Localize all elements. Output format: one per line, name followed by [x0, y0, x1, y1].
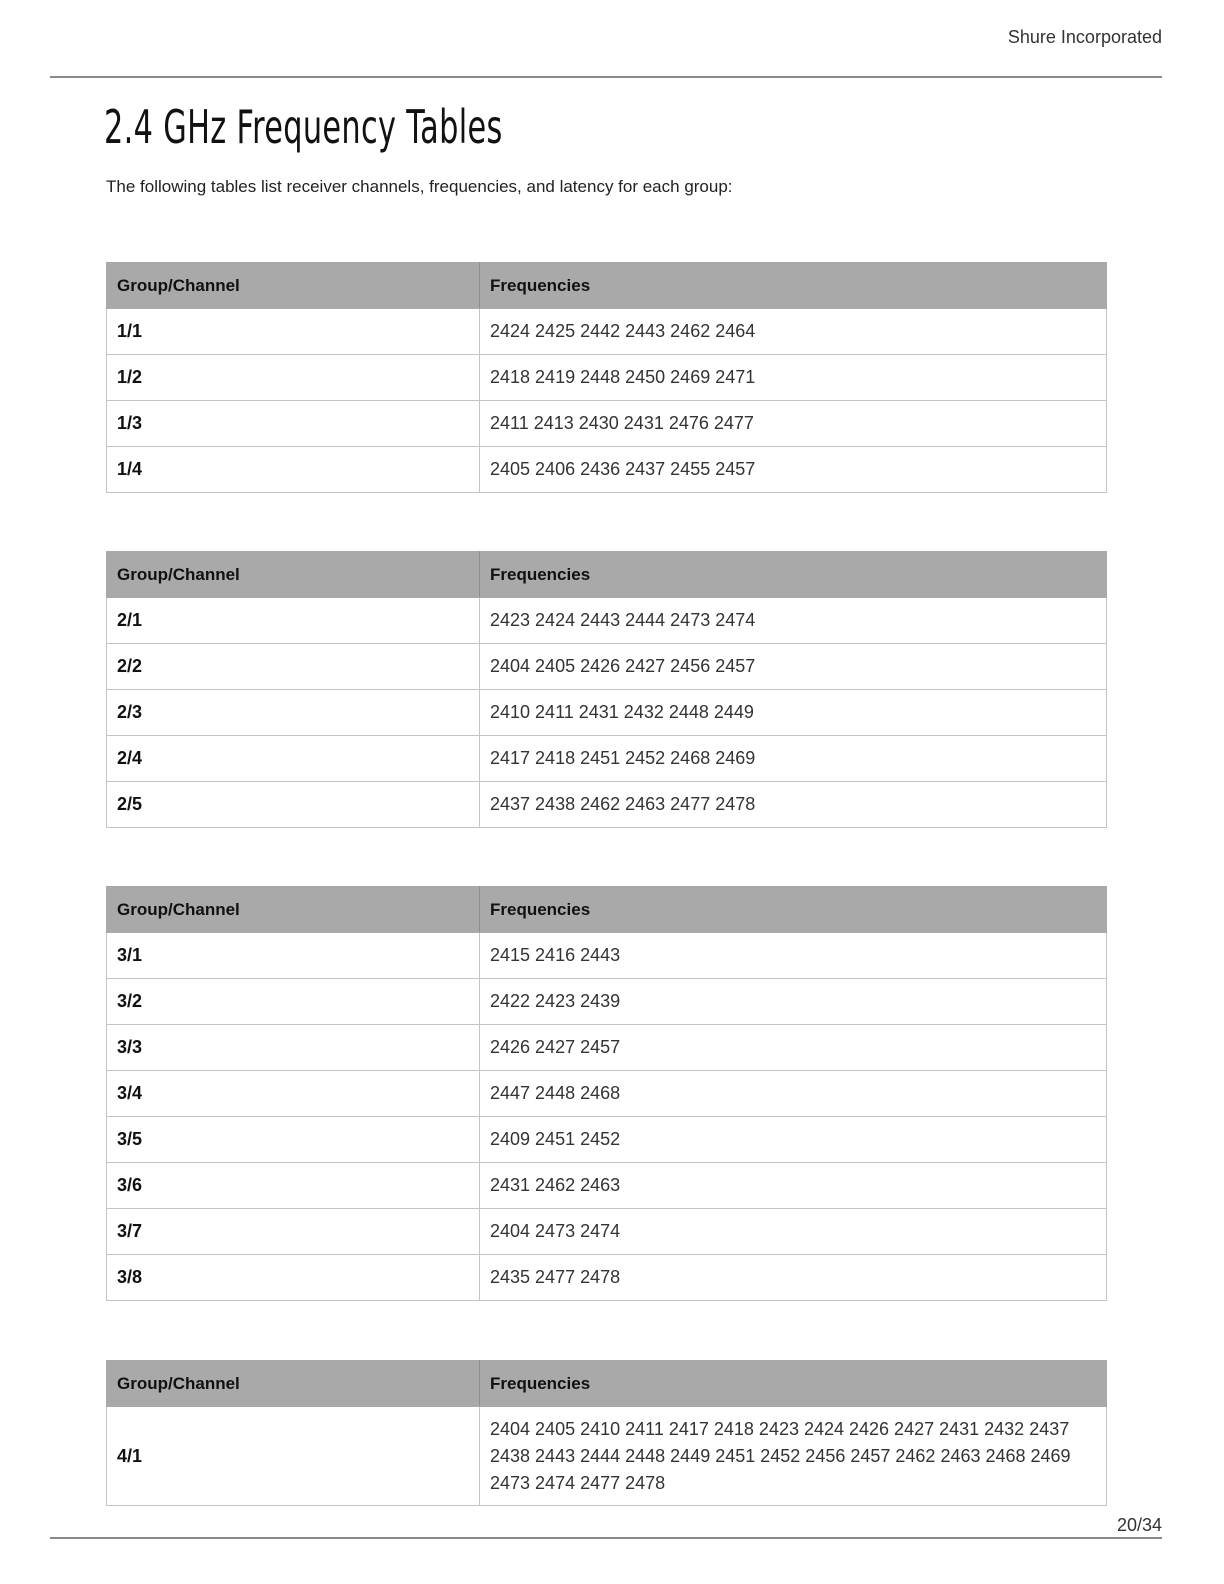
- frequencies-cell: 2447 2448 2468: [480, 1071, 1107, 1117]
- table-header-row: [107, 552, 1107, 598]
- frequency-table-group-2: [106, 551, 1107, 828]
- table-header-row: [107, 887, 1107, 933]
- table-row: [107, 447, 1107, 493]
- frequencies-cell: 2418 2419 2448 2450 2469 2471: [480, 355, 1107, 401]
- channel-cell: 3/4: [107, 1071, 480, 1117]
- channel-cell: 1/1: [107, 309, 480, 355]
- column-header-group-channel: Group/Channel: [107, 887, 480, 933]
- channel-cell: 1/3: [107, 401, 480, 447]
- table-row: [107, 644, 1107, 690]
- table-row: [107, 1071, 1107, 1117]
- table-row: [107, 1117, 1107, 1163]
- frequencies-cell: 2404 2405 2426 2427 2456 2457: [480, 644, 1107, 690]
- column-header-frequencies: Frequencies: [480, 552, 1107, 598]
- channel-cell: 3/7: [107, 1209, 480, 1255]
- frequencies-cell: 2423 2424 2443 2444 2473 2474: [480, 598, 1107, 644]
- frequencies-cell: 2426 2427 2457: [480, 1025, 1107, 1071]
- channel-cell: 3/5: [107, 1117, 480, 1163]
- channel-cell: 2/2: [107, 644, 480, 690]
- channel-cell: 3/3: [107, 1025, 480, 1071]
- frequencies-cell: 2404 2473 2474: [480, 1209, 1107, 1255]
- header-divider: [50, 76, 1162, 78]
- table-row: [107, 1025, 1107, 1071]
- channel-cell: 4/1: [107, 1407, 480, 1506]
- frequencies-cell: 2409 2451 2452: [480, 1117, 1107, 1163]
- table-header-row: [107, 1361, 1107, 1407]
- channel-cell: 3/2: [107, 979, 480, 1025]
- column-header-frequencies: Frequencies: [480, 1361, 1107, 1407]
- frequency-table-group-4: [106, 1360, 1107, 1506]
- column-header-group-channel: Group/Channel: [107, 552, 480, 598]
- table-row: [107, 1209, 1107, 1255]
- channel-cell: 1/2: [107, 355, 480, 401]
- frequencies-cell: 2404 2405 2410 2411 2417 2418 2423 2424 2426 2427 2431 2432 2437 2438 2443 2444 2448 2449 2451 2452 2456 2457 2462 2463 2468 2469 2473 2474 2477 2478: [480, 1407, 1107, 1506]
- frequencies-cell: 2410 2411 2431 2432 2448 2449: [480, 690, 1107, 736]
- frequencies-cell: 2411 2413 2430 2431 2476 2477: [480, 401, 1107, 447]
- channel-cell: 1/4: [107, 447, 480, 493]
- frequencies-cell: 2422 2423 2439: [480, 979, 1107, 1025]
- frequencies-cell: 2417 2418 2451 2452 2468 2469: [480, 736, 1107, 782]
- table-row: [107, 933, 1107, 979]
- channel-cell: 3/6: [107, 1163, 480, 1209]
- table-row: [107, 690, 1107, 736]
- company-name: Shure Incorporated: [1007, 27, 1162, 47]
- frequency-table-group-3: [106, 886, 1107, 1301]
- column-header-group-channel: Group/Channel: [107, 1361, 480, 1407]
- frequencies-cell: 2424 2425 2442 2443 2462 2464: [480, 309, 1107, 355]
- footer-divider: [50, 1537, 1162, 1539]
- channel-cell: 2/4: [107, 736, 480, 782]
- channel-cell: 3/1: [107, 933, 480, 979]
- column-header-group-channel: Group/Channel: [107, 263, 480, 309]
- table-row: [107, 782, 1107, 828]
- frequencies-cell: 2415 2416 2443: [480, 933, 1107, 979]
- column-header-frequencies: Frequencies: [480, 263, 1107, 309]
- page-title: 2.4 GHz Frequency Tables: [104, 100, 503, 154]
- intro-text: The following tables list receiver channels, frequencies, and latency for each group:: [106, 177, 733, 196]
- table-row: [107, 355, 1107, 401]
- page-number: 20/34: [1116, 1515, 1162, 1535]
- frequency-table-group-1: [106, 262, 1107, 493]
- table-row: [107, 401, 1107, 447]
- table-row: [107, 736, 1107, 782]
- frequencies-cell: 2437 2438 2462 2463 2477 2478: [480, 782, 1107, 828]
- channel-cell: 3/8: [107, 1255, 480, 1301]
- table-row: [107, 979, 1107, 1025]
- table-row: [107, 309, 1107, 355]
- channel-cell: 2/5: [107, 782, 480, 828]
- table-row: [107, 1163, 1107, 1209]
- table-row: [107, 1407, 1107, 1506]
- table-row: [107, 598, 1107, 644]
- channel-cell: 2/3: [107, 690, 480, 736]
- channel-cell: 2/1: [107, 598, 480, 644]
- table-header-row: [107, 263, 1107, 309]
- column-header-frequencies: Frequencies: [480, 887, 1107, 933]
- table-row: [107, 1255, 1107, 1301]
- frequencies-cell: 2435 2477 2478: [480, 1255, 1107, 1301]
- frequencies-cell: 2431 2462 2463: [480, 1163, 1107, 1209]
- frequencies-cell: 2405 2406 2436 2437 2455 2457: [480, 447, 1107, 493]
